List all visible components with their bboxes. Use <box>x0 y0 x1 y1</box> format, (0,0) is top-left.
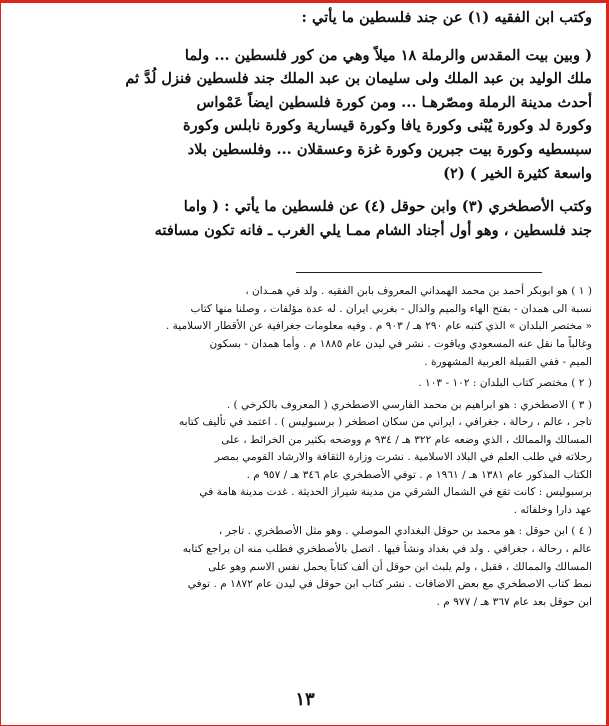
main-paragraph-2-quote <box>18 44 592 186</box>
main-line: سبسطيه وكورة بيت جبرين وكورة غزة وعسقلان ... وفلسطين بلاد <box>187 140 592 158</box>
footnote-line: عالم ، رحالة ، جغرافي . ولد في بغداد ونشأ فيها . اتصل بالأصطخري فطلب منه ان يراجع كتابه <box>182 543 592 555</box>
main-line: ( وبين بيت المقدس والرملة ١٨ ميلاً وهي من كور فلسطين ... ولما <box>184 46 592 64</box>
page-number: ١٣ <box>295 689 315 710</box>
footnote-line: نمط كتاب الاصطخري مع بعض الاضافات . نشر كتاب ابن حوقل في ليدن عام ١٨٧٢ م . توفي <box>187 578 592 591</box>
footnote-line: المسالك والممالك ، الذي وضعه عام ٣٢٢ هـ / ٩٣٤ م ووضحه بكثير من الخرائط ، على <box>221 433 592 446</box>
footnote-line: ( ٤ ) ابن حوقل : هو محمد بن حوقل البغدادي الموصلي . وهو مثل الأصطخري . تاجر ، <box>218 525 592 538</box>
frame-top-border <box>0 0 609 3</box>
footnote-line: ( ٣ ) الاصطخري : هو ابراهيم بن محمد الفارسي الاصطخري ( المعروف بالكرخي ) . <box>226 398 592 411</box>
frame-left-border <box>0 0 1 726</box>
footnote-line: « مختصر البلدان » الذي كتبه عام ٢٩٠ هـ / ٩٠٣ م . وفيه معلومات جغرافية عن الأقطار الاسلامية . <box>165 320 592 333</box>
main-line: وكتب الأصطخري (٣) وابن حوقل (٤) عن فلسطين ما يأتي : ( واما <box>183 198 592 216</box>
footnote-line: تاجر ، عالم ، رحالة ، جغرافي ، ايراني من سكان اصطخر ( برسبوليس ) . اعتمد في تأليف كتابه <box>178 416 592 429</box>
footnote-3 <box>18 397 592 520</box>
document-page <box>18 6 592 720</box>
main-paragraph-3 <box>18 195 592 242</box>
main-line: وكتب ابن الفقيه (١) عن جند فلسطين ما يأتي : <box>301 9 592 26</box>
footnote-separator <box>296 272 542 273</box>
footnote-line: نسبة الى همدان - بفتح الهاء والميم والدال - بغربي ايران . له عدة مؤلفات ، وصلنا منها كتاب <box>190 302 592 315</box>
main-line: واسعة كثيرة الخير ) (٢) <box>443 164 592 182</box>
footnote-line: وغالباً ما نقل عنه المسعودي وياقوت . نشر في ليدن عام ١٨٨٥ م . وأما همدان - بسكون <box>209 337 592 350</box>
footnote-line: الميم - ففي القبيلة العربية المشهورة . <box>424 355 592 368</box>
main-line: أحدث مدينة الرملة ومصّرهـا ... ومن كورة فلسطين ايضاً عَمْواس <box>196 93 592 111</box>
footnote-1 <box>18 283 592 371</box>
main-line: وكورة لد وكورة يُبْنى وكورة يافا وكورة قيسارية وكورة نابلس وكورة <box>182 117 592 135</box>
footnote-line: رحلاته في طلب العلم في البلاد الاسلامية . نشرت وزارة الثقافة والارشاد القومي بمصر <box>214 451 592 464</box>
footnote-line: ابن حوقل بعد عام ٣٦٧ هـ / ٩٧٧ م . <box>436 595 592 608</box>
footnote-4 <box>18 523 592 611</box>
footnote-2 <box>18 375 592 393</box>
footnote-line: ( ١ ) هو ابوبكر أحمد بن محمد الهمداني المعروف بابن الفقيه . ولد في همـدان ، <box>245 285 592 298</box>
footnote-line: ( ٢ ) مختصر كتاب البلدان : ١٠٢ - ١٠٣ . <box>418 377 592 390</box>
footnote-line: عهد دارا وخلفائه . <box>513 503 592 516</box>
footnotes <box>18 283 592 611</box>
footnote-line: الكتاب المذكور عام ١٣٨١ هـ / ١٩٦١ م . توفي الأصطخري عام ٣٤٦ هـ / ٩٥٧ م . <box>246 468 592 481</box>
main-line: جند فلسطين ، وهو أول أجناد الشام ممـا يلي الغرب ـ فانه تكون مسافته <box>154 221 592 239</box>
footnote-line: برسبوليس : كانت تقع في الشمال الشرقي من مدينة شيراز الحديثة . غدت مدينة هامة في <box>199 486 592 499</box>
footnote-line: المسالك والممالك ، فقبل ، ولم يلبث ابن حوقل أن ألف كتاباً يحمل نفس الاسم وهو على <box>208 560 592 573</box>
main-line: ملك الوليد بن عبد الملك ولى سليمان بن عبد الملك جند فلسطين فنزل لُدَّ ثم <box>125 70 592 88</box>
main-paragraph-1 <box>18 6 592 30</box>
